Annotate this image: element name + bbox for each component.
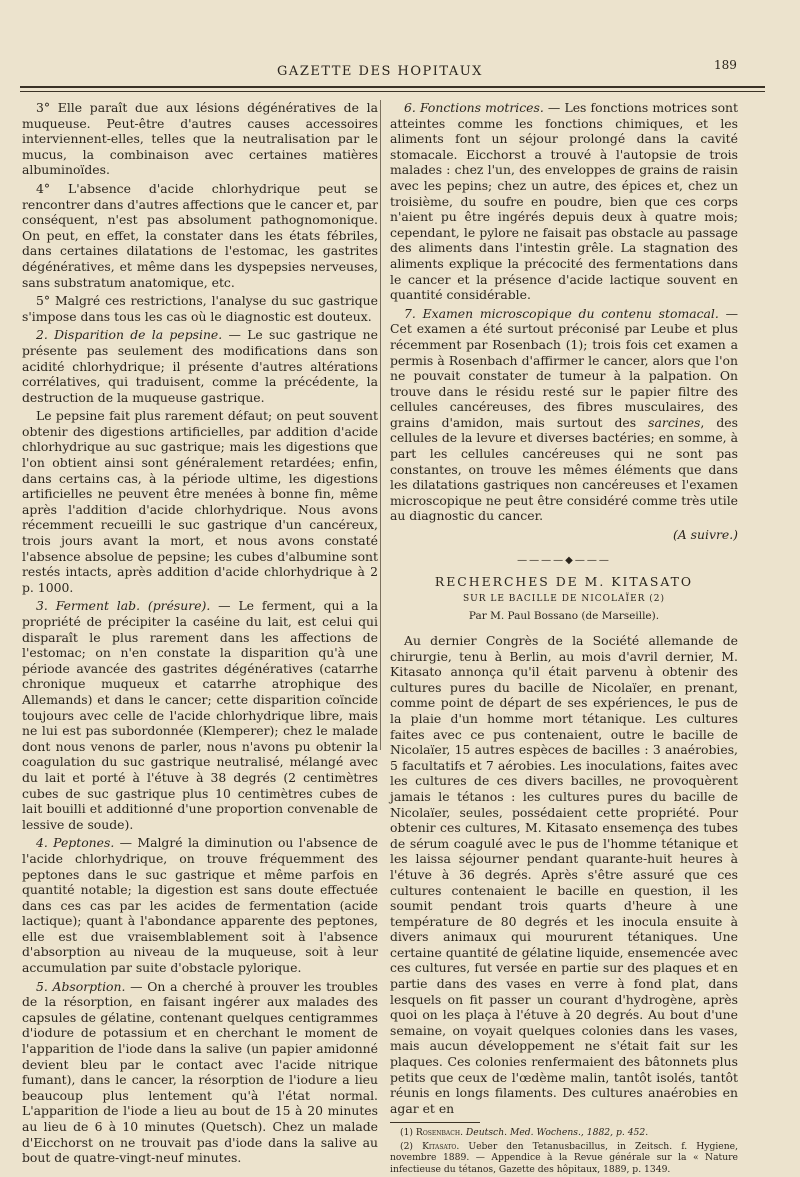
header-rule — [20, 86, 765, 88]
paragraph-text: — Le ferment, qui a la propriété de précipiter la caséine du lait, est celui qui disparaît le plus rarement dans les affections de l'estomac; on n'en constate la disparition qu'à une période avancée des gastrites dégénératives (catarrhe chronique muqueux et catarrhe atrophique des Allemands) et dans le cancer; cette disparition coïncide toujours avec celle de l'acide chlorhydrique libre, mais ne lui est pas subordonnée (Klemperer); chez le malade dont nous venons de parler, nous n'avons pu obtenir la coagulation du suc gastrique neutralisé, mélangé avec du lait et porté à l'étuve à 38 degrés (2 centimètres cubes de suc gastrique plus 10 centimètres cubes de lait bouilli et additionné d'une proportion convenable de lessive de soude). — [22, 598, 378, 832]
paragraph — [390, 306, 738, 524]
paragraph: 3° Elle paraît due aux lésions dégénératives de la muqueuse. Peut-être d'autres causes accessoires interviennent-elles, telles que la neutralisation par le mucus, la combinaison avec certaines matières albuminoïdes. — [22, 100, 378, 178]
article-title: RECHERCHES DE M. KITASATO — [434, 574, 694, 590]
subsection-title: 7. Examen microscopique du contenu stomacal. — [404, 305, 719, 321]
newspaper-title: GAZETTE DES HOPITAUX — [277, 64, 483, 79]
paragraph: Au dernier Congrès de la Société allemande de chirurgie, tenu à Berlin, au mois d'avril dernier, M. Kitasato annonça qu'il était parvenu à obtenir des cultures pures du bacille de Nicolaïer, en prenant, comme point de départ de ses expériences, le pus de la plaie d'un homme mort tétanique. Les cultures faites avec ce pus contenaient, outre le bacille de Nicolaïer, 15 autres espèces de bacilles : 3 anaérobies, 5 facultatifs et 7 aérobies. Les inoculations, faites avec les cultures de ces divers bacilles, ne provoquèrent jamais le tétanos : les cultures pures du bacille de Nicolaïer, seules, possédaient cette propriété. Pour obtenir ces cultures, M. Kitasato ensemença des tubes de sérum coagulé avec le pus de l'homme tétanique et les laissa séjourner pendant quarante-huit heures à l'étuve à 36 degrés. Après s'être assuré que ces cultures contenaient le bacille en question, il les soumit pendant trois quarts d'heure à une température de 80 degrés et les inocula ensuite à divers animaux qui moururent tétaniques. Une certaine quantité de gélatine liquide, ensemencée avec ces cultures, fut versée en partie sur des plaques et en partie dans des vases en verre à fond plat, dans lesquels on fit passer un courant d'hydrogène, après quoi on les plaça à l'étuve à 20 degrés. Au bout d'une semaine, on voyait quelques colonies dans les vases, mais aucun développement ne s'était fait sur les plaques. Ces colonies renfermaient des bâtonnets plus petits que ceux de l'œdème malin, tantôt isolés, tantôt réunis en longs filaments. Des cultures anaérobies en agar et en — [390, 633, 738, 1116]
article-subtitle: SUR LE BACILLE DE NICOLAÏER (2) — [462, 593, 666, 604]
paragraph-text: — On a cherché à prouver les troubles de la résorption, en faisant ingérer aux malades des capsules de gélatine, contenant quelques centigrammes d'iodure de potassium et en cherchant le moment de l'apparition de l'iode dans la salive (un papier amidonné devient bleu par le contact avec l'acide nitrique fumant), dans le cancer, la résorption de l'iodure a lieu beaucoup plus lentement qu'à l'état normal. L'apparition de l'iode a lieu au bout de 15 à 20 minutes au lieu de 6 à 10 minutes (Quetsch). Chez un malade d'Eicchorst on ne trouvait pas d'iode dans la salive au bout de quatre-vingt-neuf minutes. — [22, 978, 379, 1166]
footnote — [390, 1141, 738, 1175]
paragraph — [22, 327, 378, 405]
footnote-reference: Deutsch. Med. Wochens., 1882, p. 452. — [463, 1127, 649, 1139]
paragraph: 5° Malgré ces restrictions, l'analyse du suc gastrique s'impose dans tous les cas où le diagnostic est douteux. — [22, 293, 378, 324]
paragraph — [22, 598, 378, 832]
footnote-author: (2) Kitasato. — [400, 1140, 460, 1152]
footnotes — [390, 1127, 738, 1175]
column-divider — [380, 100, 381, 750]
paragraph-text: , des cellules de la levure et diverses bactéries; en somme, à part les cellules cancéreuses qui ne sont pas constantes, on trouve les mêmes éléments que dans les dilatations gastriques non cancéreuses et l'examen microscopique ne peut être considéré comme très utile au diagnostic du cancer. — [390, 414, 738, 524]
right-column — [390, 100, 738, 1177]
subsection-title: 6. Fonctions motrices. — [404, 100, 544, 115]
paragraph — [22, 835, 378, 975]
subsection-title: 4. Peptones. — [36, 835, 115, 851]
paragraph-text: — Cet examen a été surtout préconisé par Leube et plus récemment par Rosenbach (1); trois fois cet examen a permis à Rosenbach d'affirmer le cancer, alors que l'on ne pouvait constater de tumeur à la palpation. On trouve dans le résidu resté sur le papier filtre des cellules cancéreuses, des fibres musculaires, des grains d'amidon, mais surtout des — [390, 305, 738, 430]
subsection-title: 3. Ferment lab. (présure). — [36, 598, 211, 614]
paragraph-text: — Malgré la diminution ou l'absence de l'acide chlorhydrique, on trouve fréquemment des peptones dans le suc gastrique et même parfois en quantité notable; la digestion est sans doute effectuée dans ces cas par les acides de fermentation (acide lactique); quant à l'abondance apparente des peptones, elle est due vraisemblablement soit à l'absence d'absorption au niveau de la muqueuse, soit à leur accumulation par suite d'obstacle pylorique. — [22, 835, 379, 976]
header-rule-thin — [20, 91, 765, 92]
paragraph — [390, 100, 738, 303]
emphasis-word: sarcines — [648, 414, 701, 430]
article-author: Par M. Paul Bossano (de Marseille). — [468, 610, 660, 623]
to-be-continued: (A suivre.) — [672, 527, 738, 543]
page-number: 189 — [714, 58, 737, 72]
paragraph-text: — Le suc gastrique ne présente pas seulement des modifications dans son acidité chlorhydrique; il présente d'autres altérations corrélatives, qui traduisent, comme la précédente, la destruction de la muqueuse gastrique. — [22, 327, 378, 405]
section-separator: ————◆——— — [517, 554, 611, 566]
footnote — [390, 1127, 738, 1138]
footnote-rule — [390, 1122, 480, 1123]
subsection-title: 2. Disparition de la pepsine. — [36, 327, 223, 343]
footnote-reference: Ueber den Tetanusbacillus, in Zeitsch. f. Hygiene, novembre 1889. — Appendice à la Revue générale sur la « Nature infectieuse du tétanos, Gazette des hôpitaux, 1889, p. 1349. — [390, 1140, 738, 1175]
footnote-author: (1) Rosenbach. — [400, 1127, 463, 1139]
subsection-title: 5. Absorption. — [36, 978, 126, 994]
paragraph: 4° L'absence d'acide chlorhydrique peut se rencontrer dans d'autres affections que le cancer et, par conséquent, n'est pas absolument pathognomonique. On peut, en effet, la constater dans les états fébriles, dans certaines dilatations de l'estomac, les gastrites dégénératives, et même dans les dyspepsies nerveuses, sans substratum anatomique, etc. — [22, 180, 378, 290]
left-column — [22, 100, 378, 1169]
paragraph — [22, 979, 378, 1166]
paragraph-text: — Les fonctions motrices sont atteintes comme les fonctions chimiques, et les aliments font un séjour prolongé dans la cavité stomacale. Eicchorst a trouvé à l'autopsie de trois malades : chez l'un, des enveloppes de grains de raisin avec les pepins; chez un autre, des épices et, chez un troisième, du soufre en poudre, bien que ces corps n'aient pu être ingérés depuis deux à quatre mois; cependant, le pylore ne faisait pas obstacle au passage des aliments dans l'intestin grêle. La stagnation des aliments explique la précocité des fermentations dans le cancer et la présence d'acide lactique souvent en quantité considérable. — [390, 100, 738, 303]
paragraph: Le pepsine fait plus rarement défaut; on peut souvent obtenir des digestions artificielles, par addition d'acide chlorhydrique au suc gastrique; mais les digestions que l'on obtient ainsi sont généralement retardées; enfin, dans certains cas, à la période ultime, les digestions artificielles ne peuvent être menées à bonne fin, même après l'addition d'acide chlorhydrique. Nous avons récemment recueilli le suc gastrique d'un cancéreux, trois jours avant la mort, et nous avons constaté l'absence absolue de pepsine; les cubes d'albumine sont restés intacts, après addition d'acide chlorhydrique à 2 p. 1000. — [22, 408, 378, 595]
